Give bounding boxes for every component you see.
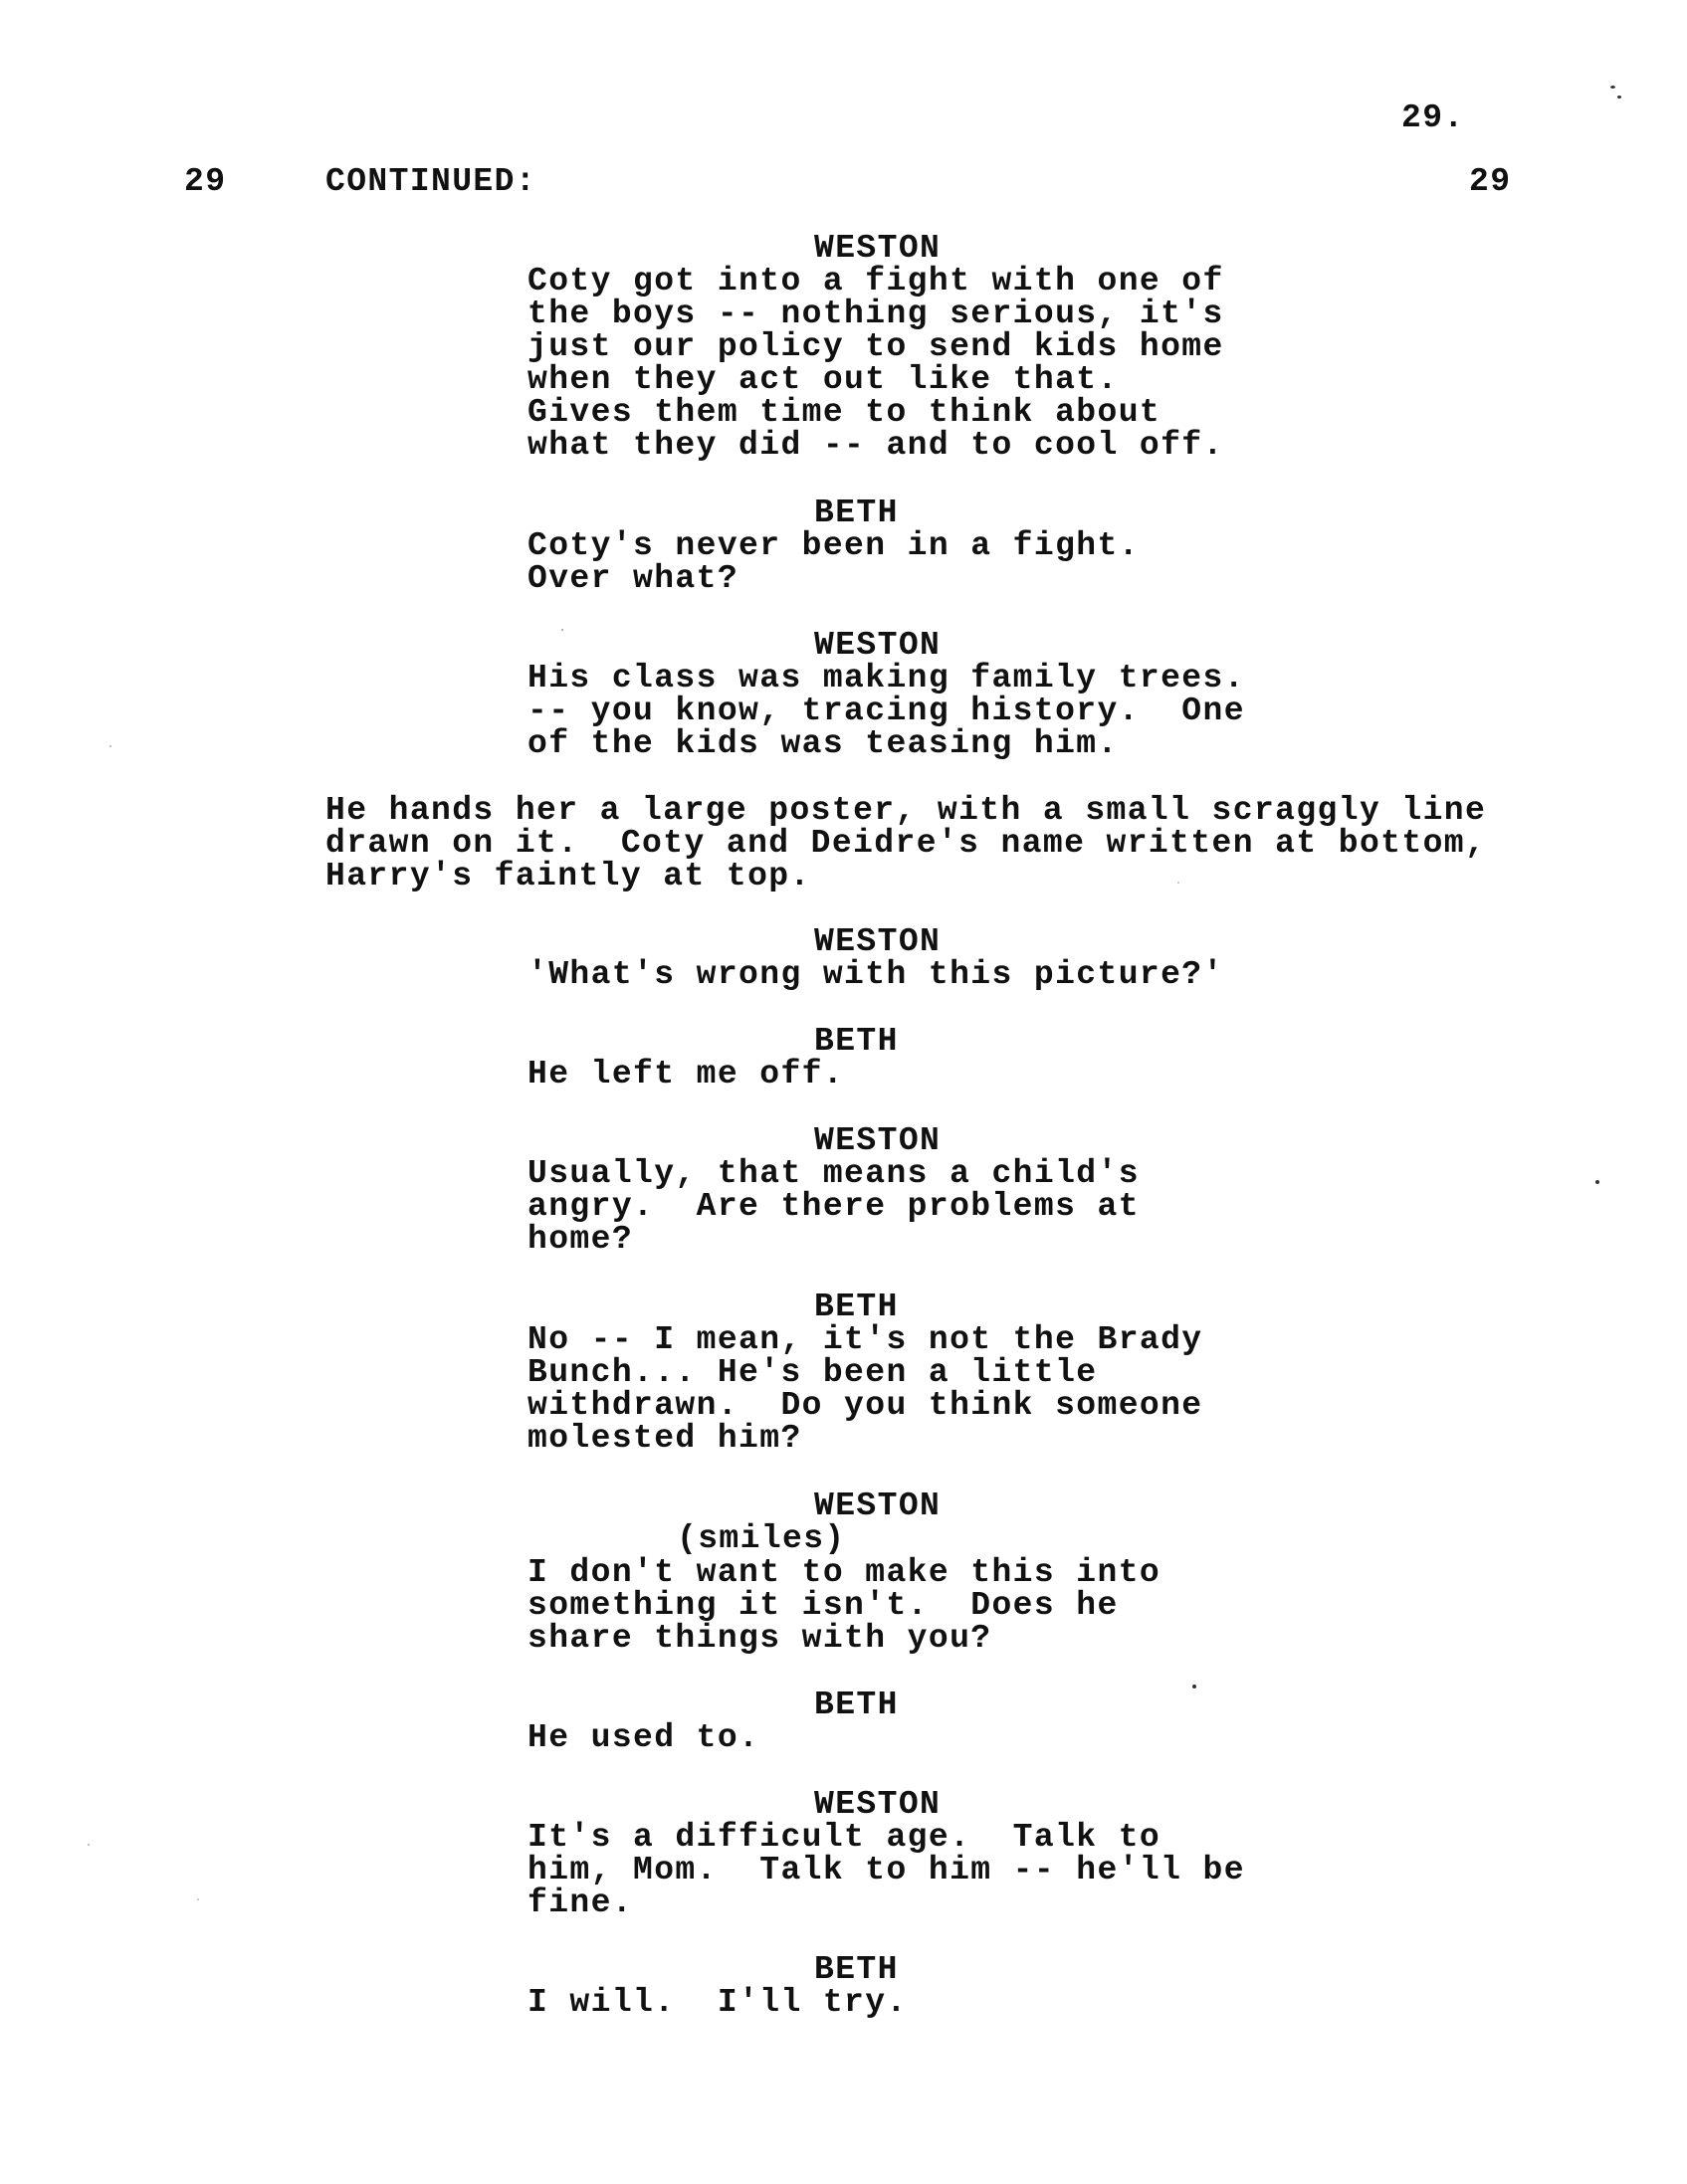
page-number: 29. — [1401, 99, 1465, 136]
parenthetical: (smiles) — [677, 1520, 846, 1557]
character-cue: WESTON — [814, 1488, 942, 1524]
scan-speck — [1192, 1685, 1196, 1688]
character-cue: BETH — [814, 1289, 899, 1325]
scan-speck — [1610, 86, 1615, 89]
character-cue: WESTON — [814, 1786, 942, 1823]
character-cue: WESTON — [814, 1122, 942, 1159]
dialogue-block: Coty's never been in a fight. Over what? — [527, 527, 1140, 597]
character-cue: BETH — [814, 1023, 899, 1060]
dialogue-block: I don't want to make this into something it isn't. Does he share things with you? — [527, 1554, 1161, 1657]
dialogue-block: No -- I mean, it's not the Brady Bunch... He's been a little withdrawn. Do you think someone molested him? — [527, 1321, 1203, 1457]
dialogue-block: I will. I'll try. — [527, 1984, 908, 2021]
scan-speck — [561, 629, 563, 631]
dialogue-block: Coty got into a fight with one of the boys -- nothing serious, it's just our policy to send kids home when they act out like that. Gives them time to think about what they did -- and to cool off. — [527, 263, 1224, 464]
character-cue: WESTON — [814, 627, 942, 664]
action-block: He hands her a large poster, with a small scraggly line drawn on it. Coty and Deidre's name written at bottom, Harry's faintly at top. — [325, 792, 1487, 894]
dialogue-block: It's a difficult age. Talk to him, Mom. Talk to him -- he'll be fine. — [527, 1819, 1245, 1921]
scan-speck — [1617, 96, 1621, 99]
character-cue: WESTON — [814, 923, 942, 960]
dialogue-block: Usually, that means a child's angry. Are there problems at home? — [527, 1155, 1140, 1258]
character-cue: BETH — [814, 495, 899, 531]
dialogue-block: He used to. — [527, 1719, 760, 1756]
dialogue-block: His class was making family trees. -- you know, tracing history. One of the kids was teasing him. — [527, 660, 1245, 762]
scene-number-left: 29 — [184, 163, 227, 200]
character-cue: BETH — [814, 1687, 899, 1723]
scan-speck — [197, 1898, 199, 1900]
character-cue: BETH — [814, 1951, 899, 1988]
scan-speck — [1177, 882, 1179, 884]
scene-heading: CONTINUED: — [325, 163, 537, 200]
scan-speck — [109, 745, 111, 747]
character-cue: WESTON — [814, 230, 942, 267]
scan-speck — [1595, 1180, 1599, 1184]
scan-speck — [88, 1844, 90, 1846]
scene-number-right: 29 — [1469, 163, 1512, 200]
dialogue-block: He left me off. — [527, 1056, 845, 1092]
dialogue-block: 'What's wrong with this picture?' — [527, 956, 1224, 993]
